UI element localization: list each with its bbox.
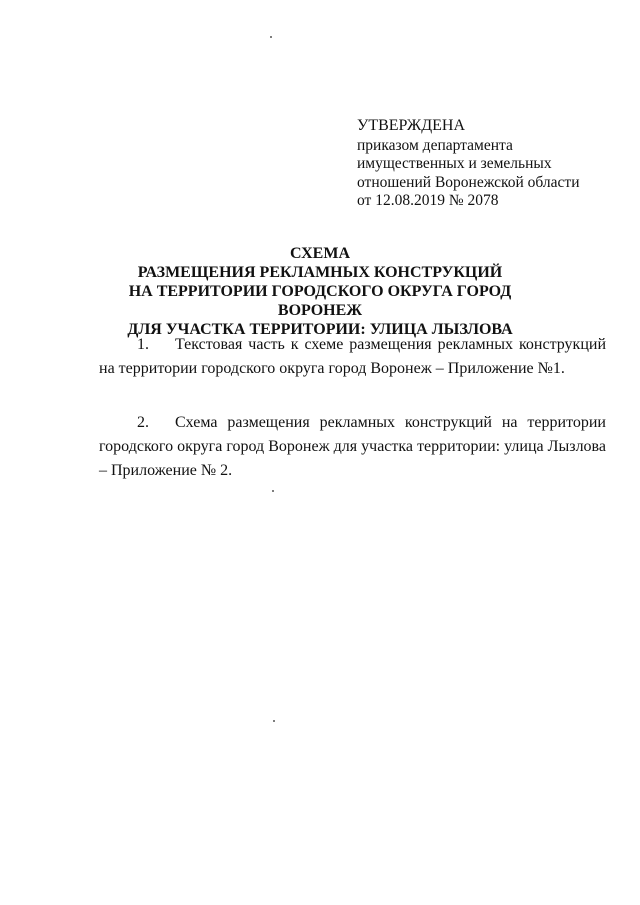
title-line: НА ТЕРРИТОРИИ ГОРОДСКОГО ОКРУГА ГОРОД ВОРОНЕЖ [128, 283, 512, 319]
approval-date-number: от 12.08.2019 № 2078 [357, 192, 499, 209]
item-text: Схема размещения рекламных конструкций на территории городского округа город Воронеж для участка территории: улица Лызлова – Приложение № 2. [99, 414, 606, 479]
scan-speck [273, 720, 275, 722]
document-title [100, 244, 540, 339]
item-number: 1. [137, 336, 149, 353]
item-text: Текстовая часть к схеме размещения рекламных конструкций на территории городского округа город Воронеж – Приложение №1. [99, 336, 606, 377]
approval-line: имущественных и земельных [357, 155, 552, 172]
scan-speck [270, 36, 272, 38]
list-item-1 [99, 333, 606, 381]
list-item-2 [99, 411, 606, 483]
title-line: ДЛЯ УЧАСТКА ТЕРРИТОРИИ: УЛИЦА ЛЫЗЛОВА [127, 321, 513, 338]
approval-line: отношений Воронежской области [357, 173, 580, 191]
title-line: РАЗМЕЩЕНИЯ РЕКЛАМНЫХ КОНСТРУКЦИЙ [137, 264, 503, 281]
approval-stamp-block [357, 117, 617, 211]
scan-speck [272, 490, 274, 492]
item-number: 2. [137, 414, 149, 431]
title-line: СХЕМА [289, 245, 351, 262]
approval-heading: УТВЕРЖДЕНА [357, 117, 466, 134]
approval-line: приказом департамента [357, 136, 513, 154]
